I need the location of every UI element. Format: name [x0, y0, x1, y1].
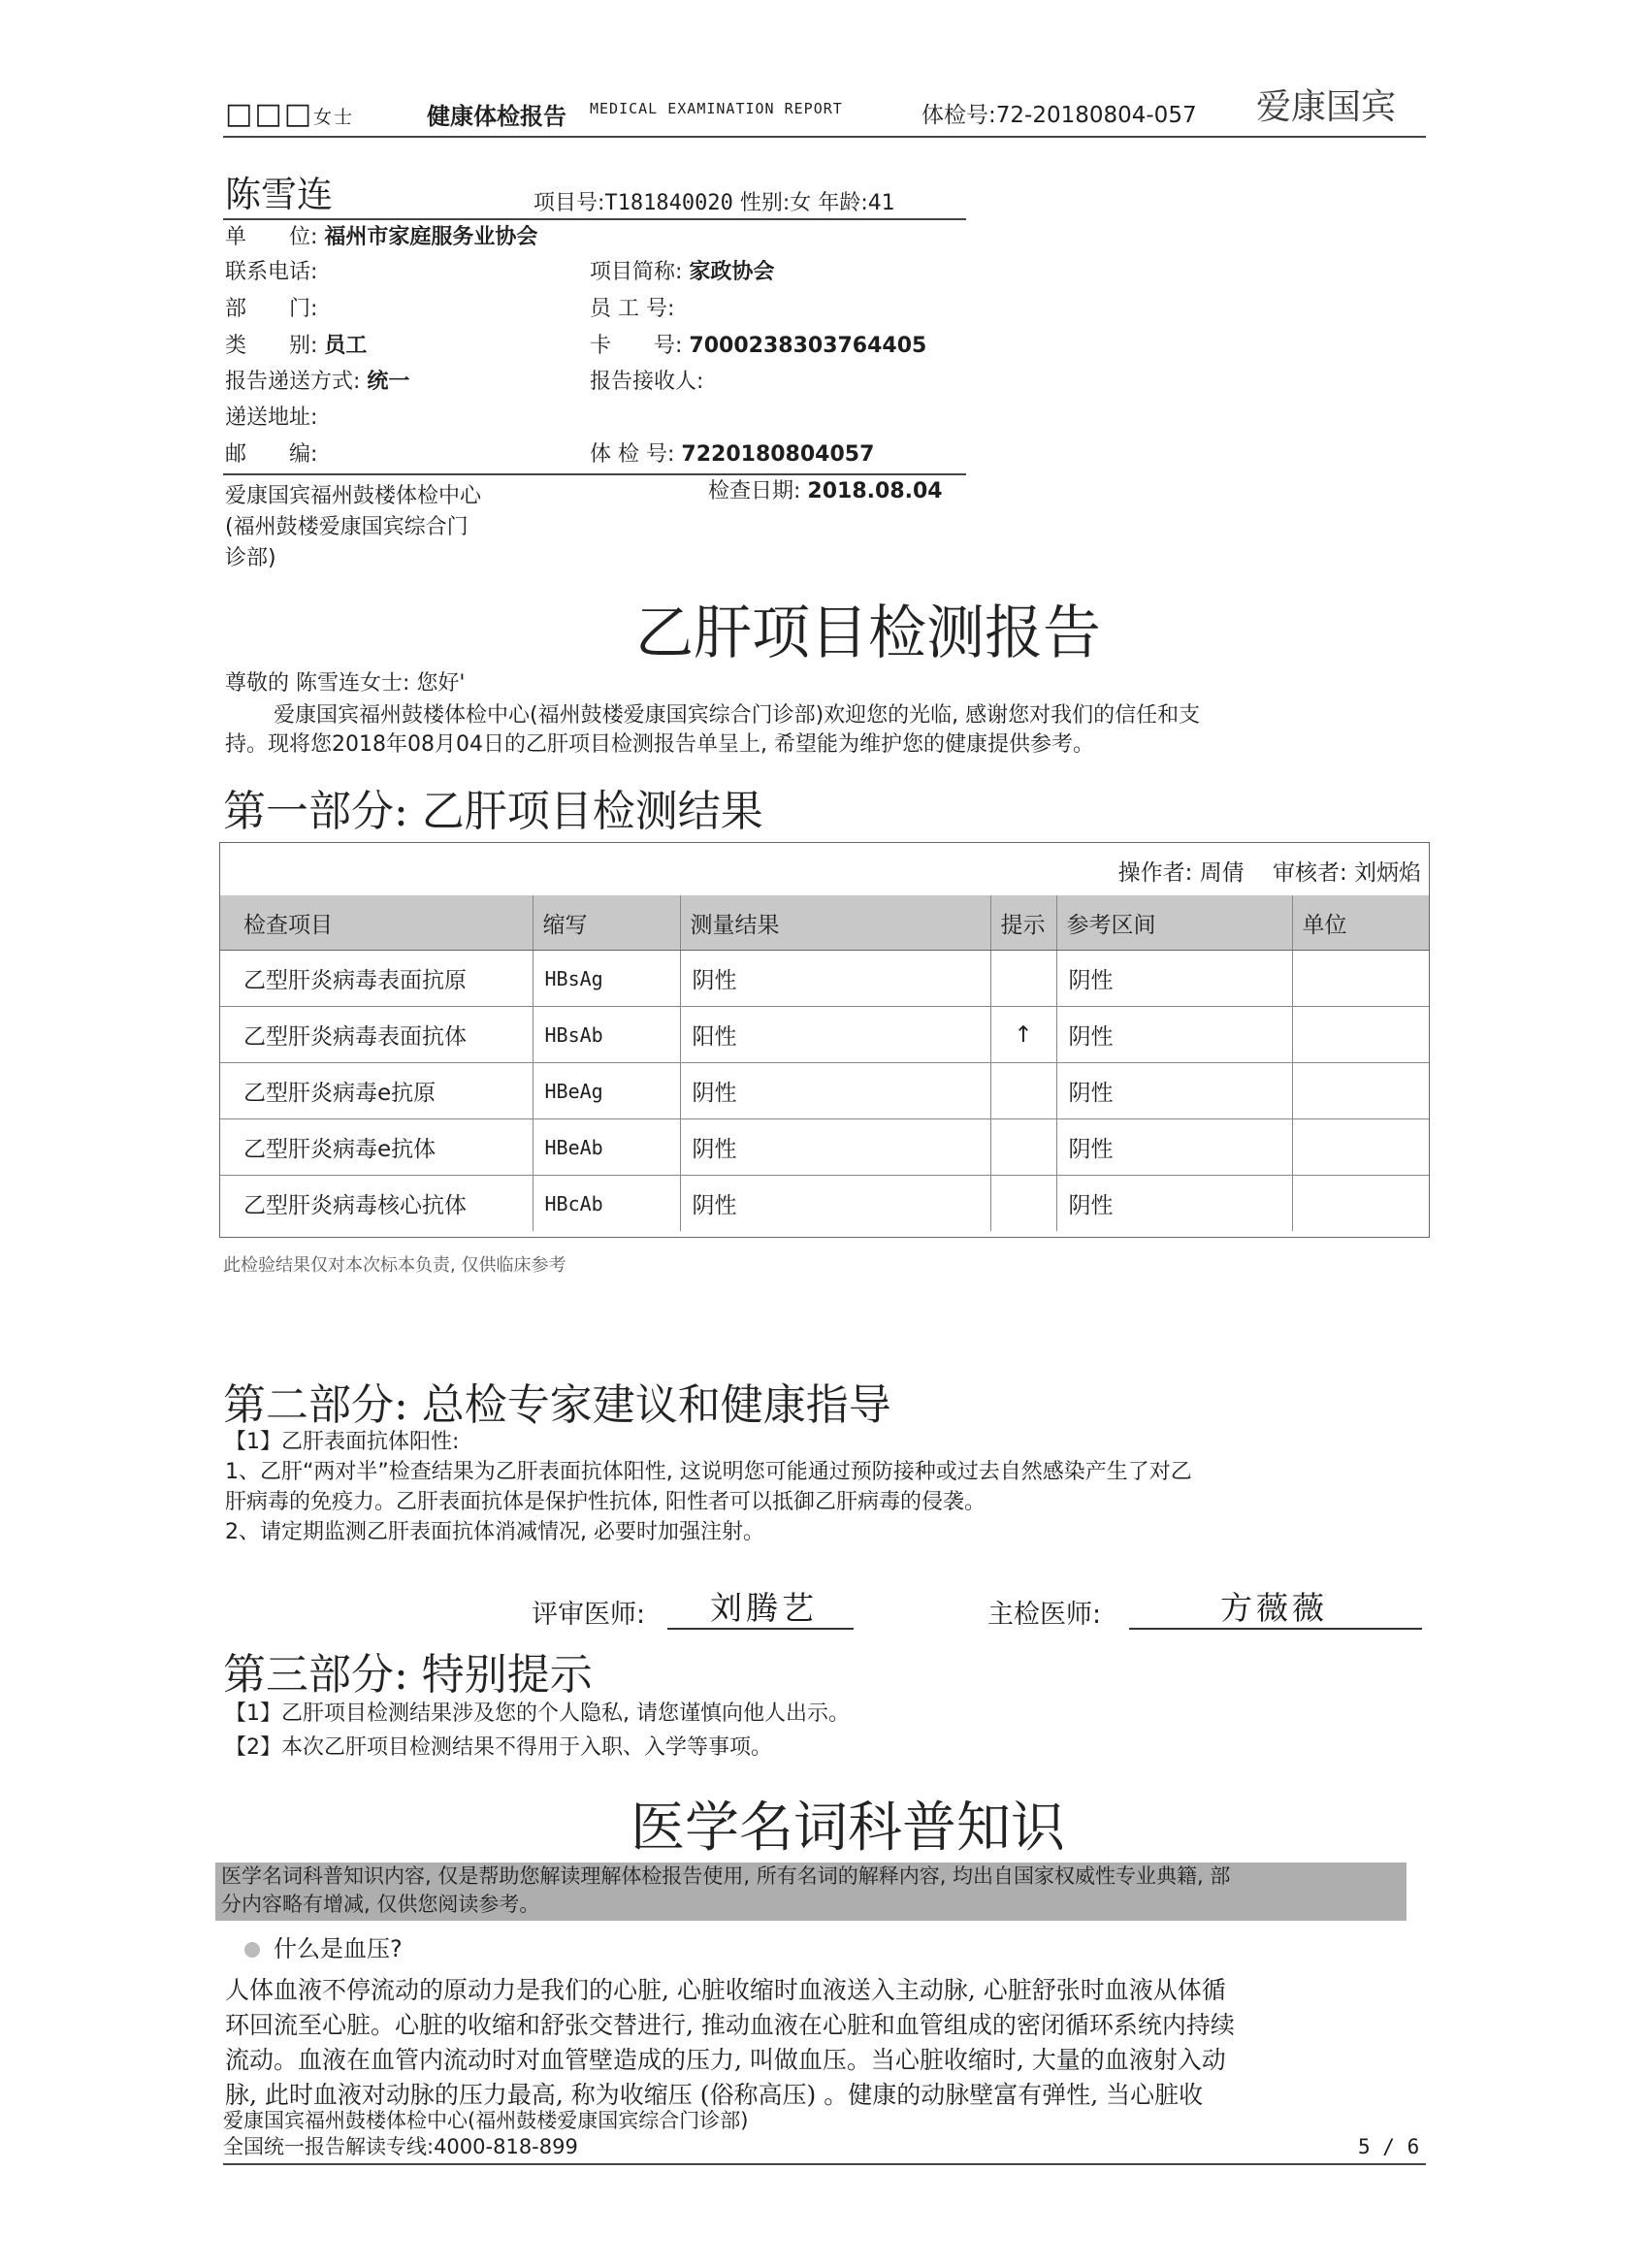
- gender-label: 性别:: [739, 191, 791, 215]
- age: 41: [867, 191, 895, 215]
- project-abbr-label: 项目简称:: [590, 260, 683, 284]
- zip-label: 邮 编:: [225, 442, 318, 467]
- glossary-disclaimer-1: 医学名词科普知识内容, 仅是帮助您解读理解体检报告使用, 所有名词的解释内容, 均出自国家权威性专业典籍, 部: [221, 1864, 1231, 1888]
- abbr-cell: HBeAb: [533, 1119, 680, 1176]
- header-exam-no: [922, 97, 1197, 129]
- table-row: [220, 1007, 1429, 1063]
- category-value: 员工: [324, 334, 368, 358]
- hint-cell: ↑: [990, 1007, 1056, 1063]
- header-exam-no-value: 72-20180804-057: [995, 103, 1197, 128]
- item-cell: 乙型肝炎病毒核心抗体: [220, 1176, 533, 1232]
- header-exam-no-label: 体检号:: [922, 103, 996, 128]
- part1-title: 第一部分: 乙肝项目检测结果: [223, 787, 763, 836]
- part3-title: 第三部分: 特别提示: [223, 1650, 593, 1700]
- exam-date: [708, 479, 943, 503]
- abbr-cell: HBsAb: [533, 1007, 680, 1063]
- receiver-label: 报告接收人:: [590, 370, 704, 394]
- table-row: [220, 951, 1429, 1007]
- glossary-question: 什么是血压?: [274, 1935, 403, 1962]
- operator-label: 操作者:: [1117, 860, 1193, 886]
- unit-cell: [1292, 951, 1429, 1007]
- glossary-body-line-2: 环回流至心脏。心脏的收缩和舒张交替进行, 推动血液在心脏和血管组成的密闭循环系统内持续: [225, 2011, 1235, 2039]
- address-label: 递送地址:: [225, 405, 318, 430]
- center-name: [225, 481, 481, 574]
- reviewer-label: 审核者:: [1272, 860, 1347, 886]
- hint-cell: [990, 1176, 1056, 1232]
- delivery-value: 统一: [367, 370, 410, 394]
- column-header: 检查项目: [220, 895, 533, 951]
- table-row: [220, 1176, 1429, 1232]
- result-cell: 阳性: [680, 1007, 990, 1063]
- result-cell: 阴性: [680, 1119, 990, 1176]
- bullet-icon: [244, 1942, 260, 1958]
- column-header: 缩写: [533, 895, 680, 951]
- item-cell: 乙型肝炎病毒表面抗原: [220, 951, 533, 1007]
- part2-title: 第二部分: 总检专家建议和健康指导: [223, 1380, 891, 1430]
- part2-line-1: 1、乙肝“两对半”检查结果为乙肝表面抗体阳性, 这说明您可能通过预防接种或过去自然感染产生了对乙: [225, 1460, 1192, 1484]
- report-title-en: MEDICAL EXAMINATION REPORT: [590, 100, 843, 117]
- chief-doctor-label: 主检医师:: [987, 1600, 1102, 1630]
- unit-value: 福州市家庭服务业协会: [324, 225, 538, 249]
- greeting: 尊敬的 陈雪连女士: 您好': [225, 671, 466, 696]
- info-category: [225, 334, 367, 358]
- table-row: [220, 1119, 1429, 1176]
- ref-cell: 阴性: [1056, 1176, 1292, 1232]
- report-title: 健康体检报告: [427, 103, 566, 130]
- part2-line-2: 肝病毒的免疫力。乙肝表面抗体是保护性抗体, 阳性者可以抵御乙肝病毒的侵袭。: [225, 1490, 986, 1514]
- employee-no-label: 员 工 号:: [590, 297, 675, 321]
- exam-no-value: 7220180804057: [681, 442, 875, 467]
- info-dept: [225, 297, 317, 321]
- column-header: 单位: [1292, 895, 1429, 951]
- review-signature-line: [667, 1628, 854, 1630]
- abbr-cell: HBsAg: [533, 951, 680, 1007]
- patient-id-line: [534, 186, 895, 216]
- intro-line-2: 持。现将您2018年08月04日的乙肝项目检测报告单呈上, 希望能为维护您的健康提供参考。: [225, 732, 1094, 757]
- part2-line-3: 2、请定期监测乙肝表面抗体消减情况, 必要时加强注射。: [225, 1520, 764, 1544]
- main-title: 乙肝项目检测报告: [635, 599, 1101, 667]
- part3-tip-1: 【1】乙肝项目检测结果涉及您的个人隐私, 请您谨慎向他人出示。: [225, 1701, 850, 1726]
- ref-cell: 阴性: [1056, 1007, 1292, 1063]
- delivery-label: 报告递送方式:: [225, 370, 361, 394]
- glossary-body: [225, 1973, 1235, 2113]
- item-cell: 乙型肝炎病毒e抗体: [220, 1119, 533, 1176]
- ref-cell: 阴性: [1056, 951, 1292, 1007]
- glossary-title: 医学名词科普知识: [630, 1797, 1065, 1860]
- exam-date-label: 检查日期:: [708, 479, 801, 503]
- glossary-disclaimer-2: 分内容略有增减, 仅供您阅读参考。: [221, 1893, 540, 1916]
- table-header-row: [220, 895, 1429, 951]
- intro-line-1: 爱康国宾福州鼓楼体检中心(福州鼓楼爱康国宾综合门诊部)欢迎您的光临, 感谢您对我们的信任和支: [274, 703, 1201, 728]
- footer-center: 爱康国宾福州鼓楼体检中心(福州鼓楼爱康国宾综合门诊部): [223, 2109, 749, 2132]
- column-header: 参考区间: [1056, 895, 1292, 951]
- center-line-2: (福州鼓楼爱康国宾综合门: [225, 515, 469, 539]
- hint-cell: [990, 1063, 1056, 1119]
- info-delivery: [225, 370, 409, 394]
- info-unit: [225, 225, 537, 249]
- info-card: [590, 334, 926, 358]
- info-zip: [225, 442, 317, 467]
- project-abbr-value: 家政协会: [689, 260, 775, 284]
- page-number: 5 / 6: [1358, 2135, 1420, 2158]
- review-doctor-label: 评审医师:: [532, 1600, 646, 1630]
- ref-cell: 阴性: [1056, 1063, 1292, 1119]
- info-phone: [225, 260, 317, 284]
- project-no: T181840020: [604, 191, 733, 215]
- patient-name: 陈雪连: [225, 174, 333, 215]
- phone-label: 联系电话:: [225, 260, 318, 284]
- item-cell: 乙型肝炎病毒e抗原: [220, 1063, 533, 1119]
- review-doctor-signature: 刘腾艺: [710, 1589, 818, 1627]
- center-line-3: 诊部): [225, 546, 276, 570]
- abbr-cell: HBcAb: [533, 1176, 680, 1232]
- exam-no-label: 体 检 号:: [590, 442, 675, 467]
- card-value: 7000238303764405: [689, 334, 927, 358]
- glossary-body-line-1: 人体血液不停流动的原动力是我们的心脏, 心脏收缩时血液送入主动脉, 心脏舒张时血液从体循: [225, 1976, 1226, 2004]
- column-header: 测量结果: [680, 895, 990, 951]
- hint-cell: [990, 951, 1056, 1007]
- reviewer-name: 刘炳焰: [1354, 860, 1421, 886]
- info-exam-no: [590, 442, 874, 467]
- dept-label: 部 门:: [225, 297, 318, 321]
- footer-divider: [223, 2163, 1426, 2165]
- exam-date-value: 2018.08.04: [807, 479, 943, 503]
- info-project-abbr: [590, 260, 774, 284]
- table-note: 此检验结果仅对本次标本负责, 仅供临床参考: [223, 1255, 566, 1276]
- chief-signature-line: [1129, 1628, 1422, 1630]
- item-cell: 乙型肝炎病毒表面抗体: [220, 1007, 533, 1063]
- unit-cell: [1292, 1063, 1429, 1119]
- info-employee-no: [590, 297, 674, 321]
- table-operators: [220, 843, 1429, 896]
- column-header: 提示: [990, 895, 1056, 951]
- results-grid: [220, 895, 1429, 1231]
- unit-cell: [1292, 1119, 1429, 1176]
- hint-cell: [990, 1119, 1056, 1176]
- glossary-body-line-3: 流动。血液在血管内流动时对血管壁造成的压力, 叫做血压。当心脏收缩时, 大量的血液射入动: [225, 2046, 1226, 2074]
- info-receiver: [590, 370, 703, 394]
- header-boxes: [225, 97, 354, 131]
- center-line-1: 爱康国宾福州鼓楼体检中心: [225, 484, 482, 508]
- card-label: 卡 号:: [590, 334, 683, 358]
- part2-heading: 【1】乙肝表面抗体阳性:: [225, 1430, 460, 1454]
- patient-divider: [223, 218, 966, 220]
- operators-line: [1118, 855, 1421, 887]
- glossary-body-line-4: 脉, 此时血液对动脉的压力最高, 称为收缩压 (俗称高压) 。健康的动脉壁富有弹性, 当心脏收: [225, 2081, 1204, 2109]
- unit-cell: [1292, 1176, 1429, 1232]
- header-placeholder-boxes: □□□: [225, 97, 314, 131]
- footer-hotline: 全国统一报告解读专线:4000-818-899: [223, 2135, 578, 2158]
- info-divider: [223, 473, 966, 475]
- brand-logo: 爱康国宾: [1256, 87, 1397, 127]
- gender: 女: [790, 191, 812, 215]
- unit-cell: [1292, 1007, 1429, 1063]
- info-address: [225, 405, 317, 430]
- result-cell: 阴性: [680, 1176, 990, 1232]
- project-no-label: 项目号:: [534, 191, 605, 215]
- table-row: [220, 1063, 1429, 1119]
- part3-tip-2: 【2】本次乙肝项目检测结果不得用于入职、入学等事项。: [225, 1735, 772, 1760]
- ref-cell: 阴性: [1056, 1119, 1292, 1176]
- result-cell: 阴性: [680, 951, 990, 1007]
- chief-doctor-signature: 方薇薇: [1220, 1589, 1328, 1627]
- unit-label: 单 位:: [225, 225, 318, 249]
- abbr-cell: HBeAg: [533, 1063, 680, 1119]
- results-table: [219, 842, 1430, 1238]
- category-label: 类 别:: [225, 334, 318, 358]
- age-label: 年龄:: [818, 191, 868, 215]
- operator-name: 周倩: [1199, 860, 1245, 886]
- header-title-suffix: 女士: [313, 107, 355, 128]
- header-divider: [223, 136, 1426, 138]
- result-cell: 阴性: [680, 1063, 990, 1119]
